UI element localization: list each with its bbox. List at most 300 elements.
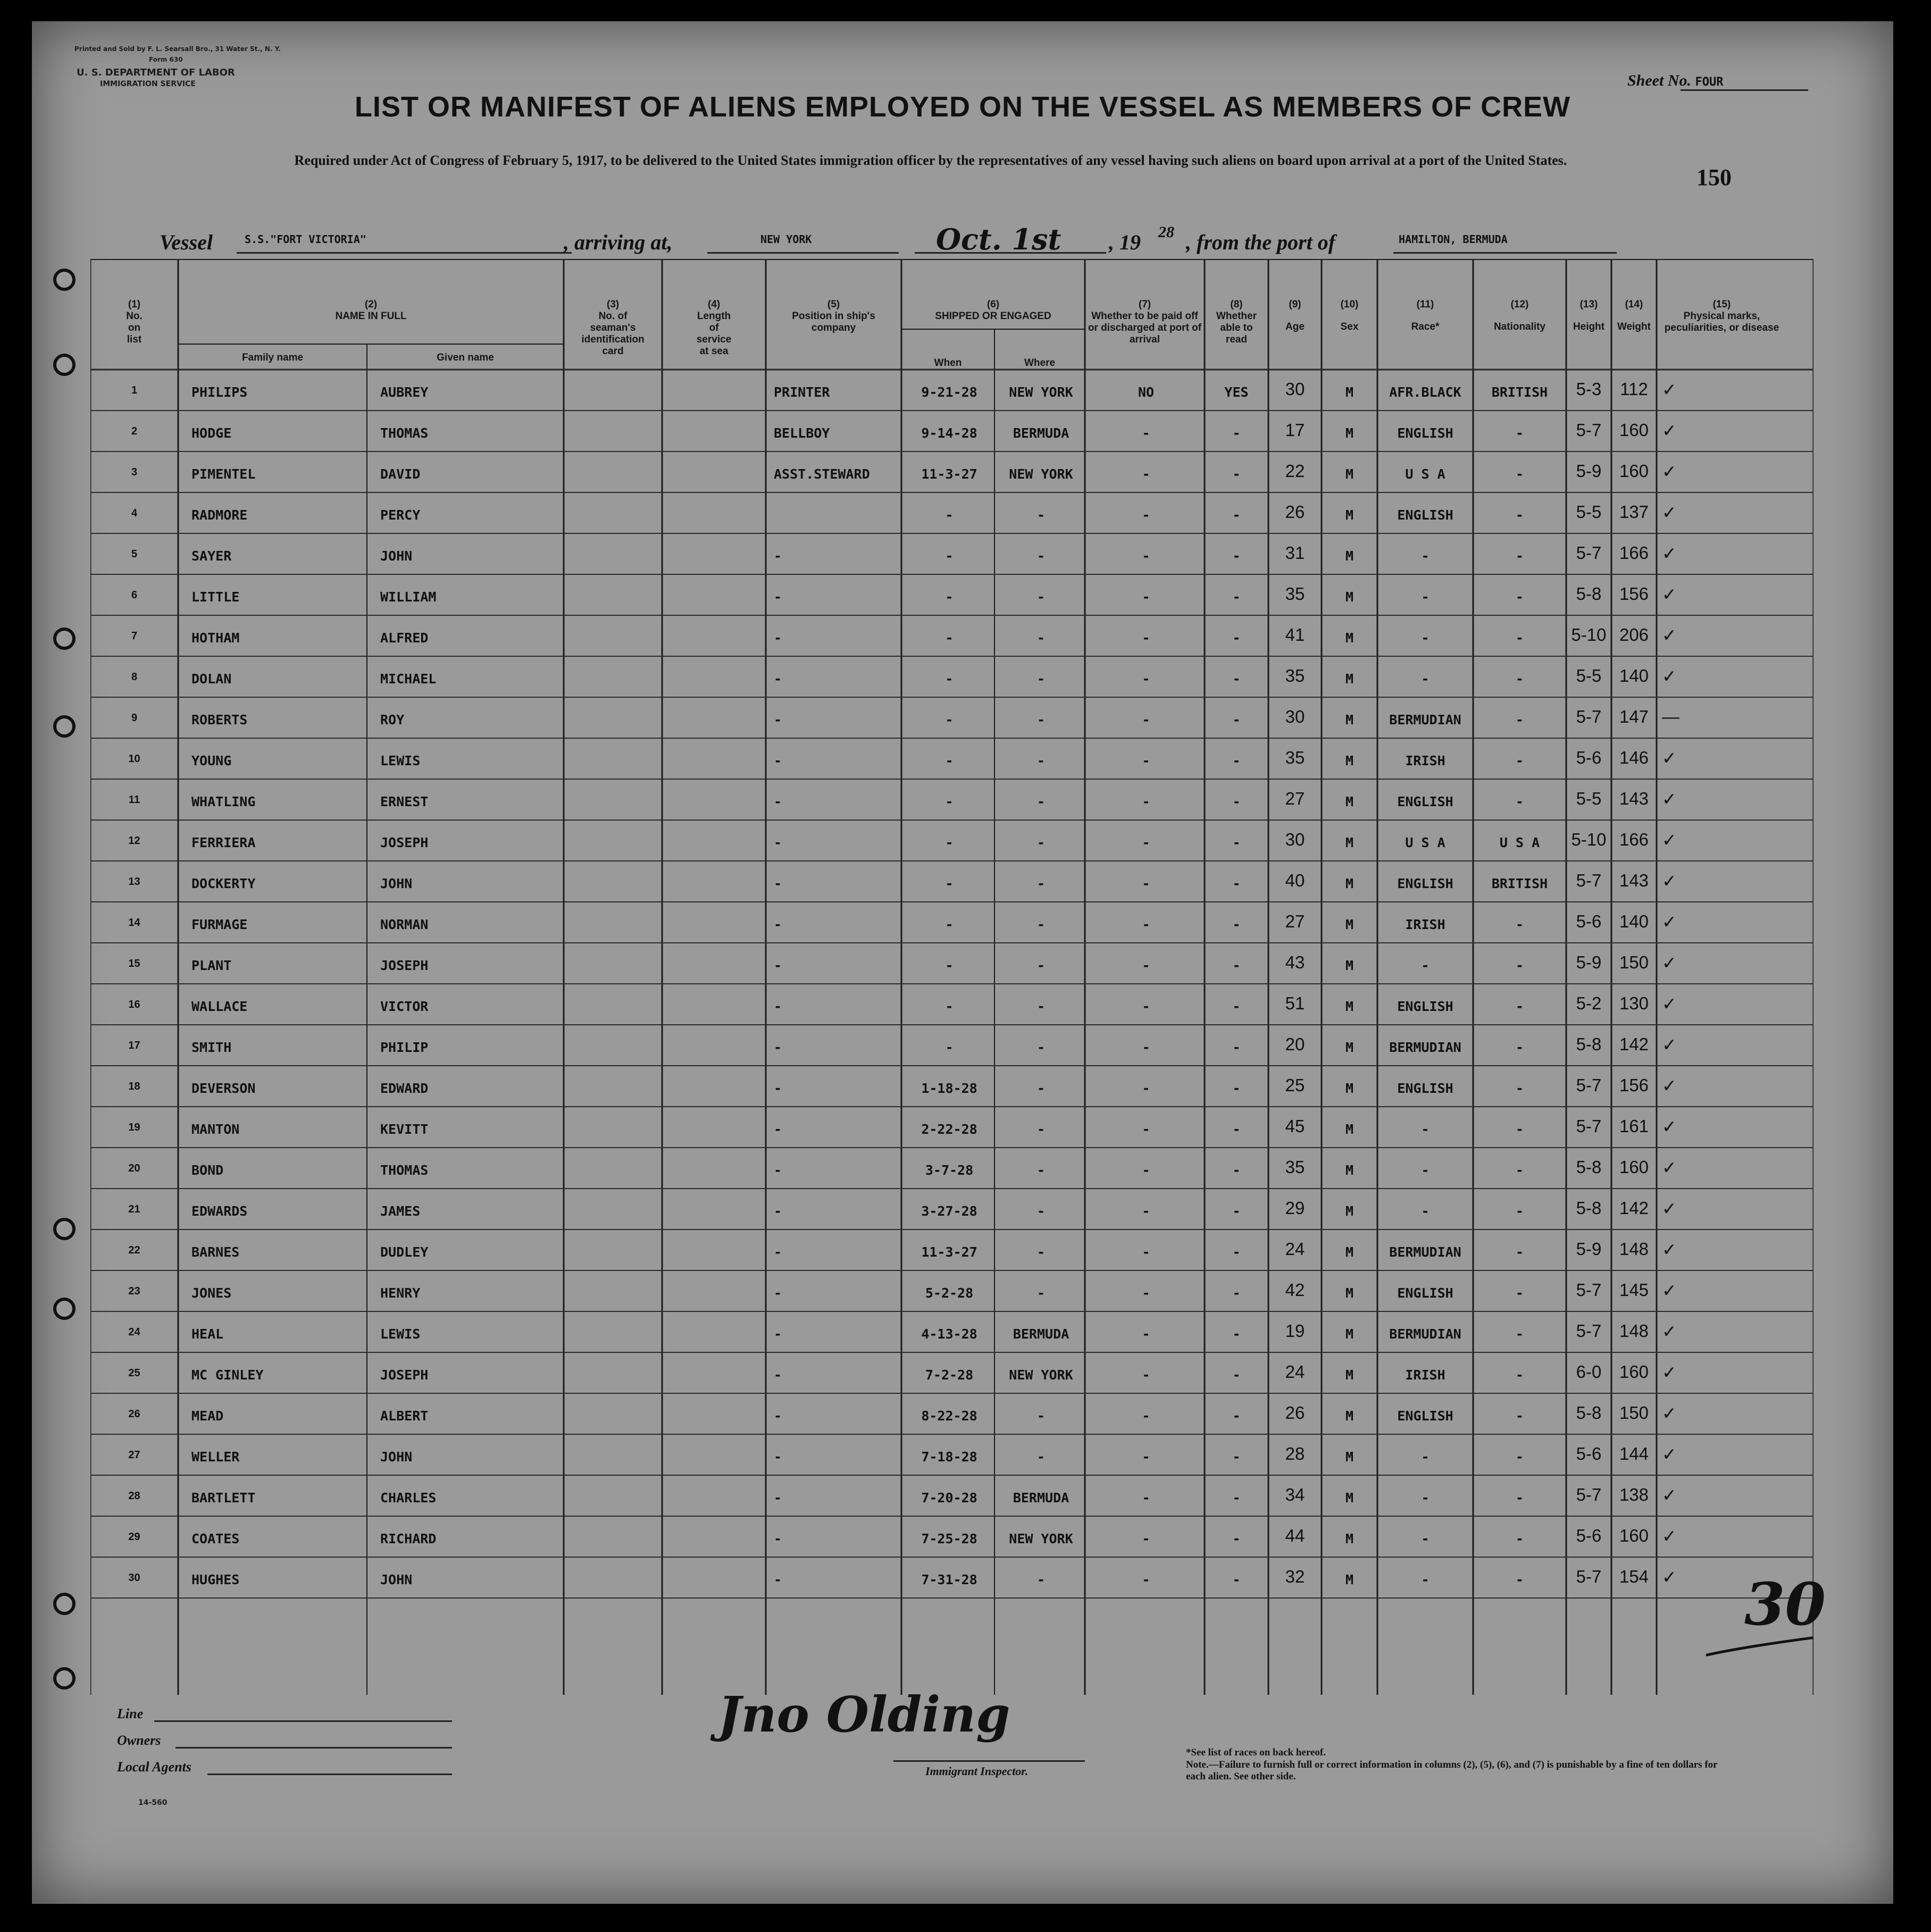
cell-age: 43 xyxy=(1285,952,1305,972)
cell-weight: 148 xyxy=(1619,1239,1649,1259)
cell-weight: 150 xyxy=(1619,1403,1649,1423)
cell-nationality: BRITISH xyxy=(1491,876,1548,891)
cell-where: - xyxy=(1036,1081,1046,1096)
cell-paid: - xyxy=(1142,958,1150,973)
cell-race: - xyxy=(1421,958,1430,973)
col13-num: (13) xyxy=(1579,299,1598,310)
cell-read: - xyxy=(1232,753,1241,768)
cell-weight: 166 xyxy=(1619,830,1649,849)
cell-age: 31 xyxy=(1285,543,1305,563)
cell-weight: 143 xyxy=(1619,789,1649,808)
cell-paid: NO xyxy=(1138,384,1155,400)
cell-family: BARNES xyxy=(191,1244,240,1260)
cell-given: ALFRED xyxy=(380,630,429,646)
cell-sex: M xyxy=(1345,712,1354,727)
cell-no: 25 xyxy=(128,1367,140,1379)
cell-when: 7-20-28 xyxy=(921,1490,977,1506)
table-row xyxy=(90,1516,1813,1557)
cell-position: - xyxy=(774,753,782,768)
cell-paid: - xyxy=(1142,1081,1150,1096)
col11-header: Race* xyxy=(1411,321,1440,332)
cell-weight: 156 xyxy=(1619,1075,1649,1095)
cell-no: 2 xyxy=(131,425,138,437)
cell-read: - xyxy=(1232,1531,1241,1546)
cell-paid: - xyxy=(1142,835,1150,850)
cell-position: - xyxy=(774,958,782,973)
cell-sex: M xyxy=(1345,1122,1354,1137)
cell-race: - xyxy=(1421,1572,1430,1587)
col11-num: (11) xyxy=(1416,299,1434,310)
cell-race: - xyxy=(1421,1203,1430,1219)
cell-when: 9-21-28 xyxy=(921,384,977,400)
cell-when: 2-22-28 xyxy=(921,1122,977,1137)
cell-age: 24 xyxy=(1285,1362,1305,1382)
cell-sex: M xyxy=(1345,384,1354,400)
cell-sex: M xyxy=(1345,1531,1354,1546)
cell-height: 5-7 xyxy=(1576,1321,1602,1341)
cell-position: - xyxy=(774,1162,782,1178)
cell-paid: - xyxy=(1142,1449,1150,1465)
cell-given: JOHN xyxy=(380,876,413,891)
tally-total: 30 xyxy=(1744,1570,1826,1638)
cell-read: - xyxy=(1232,794,1241,809)
cell-where: - xyxy=(1036,917,1046,932)
cell-sex: M xyxy=(1345,1081,1354,1096)
cell-paid: - xyxy=(1142,1285,1150,1301)
cell-age: 30 xyxy=(1285,707,1305,726)
cell-age: 17 xyxy=(1285,420,1305,440)
cell-race: ENGLISH xyxy=(1397,999,1453,1014)
cell-sex: M xyxy=(1345,1490,1354,1506)
cell-position: - xyxy=(774,1244,782,1260)
cell-race: U S A xyxy=(1405,835,1445,850)
cell-family: YOUNG xyxy=(191,753,232,768)
cell-given: KEVITT xyxy=(380,1122,429,1137)
cell-given: PHILIP xyxy=(380,1040,429,1055)
cell-age: 42 xyxy=(1285,1280,1305,1300)
cell-age: 44 xyxy=(1285,1526,1305,1545)
cell-weight: 160 xyxy=(1619,1526,1649,1545)
cell-paid: - xyxy=(1142,753,1150,768)
cell-paid: - xyxy=(1142,917,1150,932)
cell-race: ENGLISH xyxy=(1397,1408,1453,1424)
cell-position: - xyxy=(774,1490,782,1506)
cell-race: - xyxy=(1421,589,1430,605)
cell-sex: M xyxy=(1345,1244,1354,1260)
cell-given: JOSEPH xyxy=(380,1367,429,1383)
cell-where: - xyxy=(1036,794,1046,809)
cell-nationality: - xyxy=(1515,548,1524,564)
inspector-label: Immigrant Inspector. xyxy=(925,1764,1029,1778)
year-label: , 19 xyxy=(1109,230,1141,254)
cell-marks: — xyxy=(1662,707,1679,726)
cell-nationality: - xyxy=(1515,1490,1524,1506)
cell-read: - xyxy=(1232,589,1241,605)
cell-nationality: - xyxy=(1515,1040,1524,1055)
cell-race: U S A xyxy=(1405,466,1445,482)
cell-weight: 166 xyxy=(1619,543,1649,563)
cell-family: PHILIPS xyxy=(191,384,248,400)
arriving-port: NEW YORK xyxy=(760,233,812,246)
cell-age: 26 xyxy=(1285,1403,1305,1423)
punch-hole xyxy=(53,1667,76,1690)
cell-given: EDWARD xyxy=(380,1081,429,1096)
cell-read: - xyxy=(1232,1408,1241,1424)
local-agents-label: Local Agents xyxy=(117,1759,191,1775)
cell-height: 5-7 xyxy=(1576,1567,1602,1586)
cell-no: 7 xyxy=(131,630,138,642)
col15-header: Physical marks, peculiarities, or disease xyxy=(1664,311,1779,333)
punch-hole xyxy=(53,628,76,650)
arrival-date: Oct. 1st xyxy=(936,222,1061,256)
cell-race: - xyxy=(1421,1490,1430,1506)
cell-family: RADMORE xyxy=(191,507,248,523)
cell-height: 5-7 xyxy=(1576,543,1602,563)
cell-paid: - xyxy=(1142,1531,1150,1546)
cell-nationality: - xyxy=(1515,671,1524,687)
cell-where: - xyxy=(1036,630,1046,646)
cell-age: 35 xyxy=(1285,1157,1305,1177)
col6b-header: Where xyxy=(1024,357,1056,369)
cell-where: - xyxy=(1036,1408,1046,1424)
cell-family: WALLACE xyxy=(191,999,248,1014)
cell-family: HOTHAM xyxy=(191,630,240,646)
cell-read: - xyxy=(1232,671,1241,687)
cell-given: LEWIS xyxy=(380,753,421,768)
sheet-number-field xyxy=(1627,72,1723,90)
cell-sex: M xyxy=(1345,1040,1354,1055)
cell-no: 28 xyxy=(128,1490,140,1502)
table-row xyxy=(90,370,1813,411)
table-row xyxy=(90,1311,1813,1352)
col12-num: (12) xyxy=(1510,299,1529,310)
cell-sex: M xyxy=(1345,1449,1354,1465)
cell-read: - xyxy=(1232,1081,1241,1096)
cell-no: 30 xyxy=(128,1572,140,1584)
cell-age: 30 xyxy=(1285,379,1305,399)
cell-height: 5-7 xyxy=(1576,1116,1602,1136)
cell-family: SAYER xyxy=(191,548,232,564)
table-row xyxy=(90,1557,1813,1598)
cell-nationality: - xyxy=(1515,1081,1524,1096)
cell-age: 27 xyxy=(1285,911,1305,931)
cell-when: - xyxy=(945,548,954,564)
cell-sex: M xyxy=(1345,425,1354,441)
cell-race: ENGLISH xyxy=(1397,1081,1453,1096)
cell-weight: 160 xyxy=(1619,1362,1649,1382)
cell-sex: M xyxy=(1345,507,1354,523)
cell-height: 5-6 xyxy=(1576,911,1602,931)
cell-read: - xyxy=(1232,917,1241,932)
cell-when: 7-2-28 xyxy=(925,1367,974,1383)
table-row xyxy=(90,1270,1813,1311)
page-title: LIST OR MANIFEST OF ALIENS EMPLOYED ON THE VESSEL AS MEMBERS OF CREW xyxy=(354,91,1571,123)
cell-family: MANTON xyxy=(191,1122,240,1137)
table-row xyxy=(90,779,1813,820)
cell-where: BERMUDA xyxy=(1013,1490,1069,1506)
cell-marks: ✓ xyxy=(1662,748,1677,768)
cell-where: - xyxy=(1036,958,1046,973)
cell-given: HENRY xyxy=(380,1285,421,1301)
cell-where: - xyxy=(1036,1572,1046,1587)
cell-read: - xyxy=(1232,958,1241,973)
cell-age: 34 xyxy=(1285,1485,1305,1504)
manifest-sheet xyxy=(32,21,1893,1904)
cell-sex: M xyxy=(1345,548,1354,564)
cell-when: 7-31-28 xyxy=(921,1572,977,1587)
cell-family: PIMENTEL xyxy=(191,466,256,482)
cell-paid: - xyxy=(1142,548,1150,564)
cell-no: 18 xyxy=(128,1081,140,1092)
cell-paid: - xyxy=(1142,589,1150,605)
cell-where: - xyxy=(1036,712,1046,727)
cell-height: 5-9 xyxy=(1576,952,1602,972)
cell-read: - xyxy=(1232,466,1241,482)
cell-where: - xyxy=(1036,507,1046,523)
printer-imprint: Printed and Sold by F. L. Searsall Bro., 31 Water St., N. Y. xyxy=(74,45,281,53)
table-row xyxy=(90,1393,1813,1434)
col9-header: Age xyxy=(1285,321,1305,332)
cell-when: - xyxy=(945,794,954,809)
cell-when: 1-18-28 xyxy=(921,1081,977,1096)
cell-paid: - xyxy=(1142,712,1150,727)
cell-weight: 150 xyxy=(1619,952,1649,972)
cell-position: - xyxy=(774,548,782,564)
table-row xyxy=(90,451,1813,492)
cell-paid: - xyxy=(1142,1040,1150,1055)
cell-given: JOSEPH xyxy=(380,958,429,973)
cell-given: DUDLEY xyxy=(380,1244,429,1260)
col13-header: Height xyxy=(1573,321,1605,332)
cell-weight: 138 xyxy=(1619,1485,1649,1504)
footnote-fine: Note.—Failure to furnish full or correct information in columns (2), (5), (6), and (7) is punishable by a fine of ten dollars for each alien. See other side. xyxy=(1186,1759,1718,1782)
cell-race: AFR.BLACK xyxy=(1389,384,1461,400)
form-code: 14-560 xyxy=(138,1799,168,1807)
cell-weight: 130 xyxy=(1619,993,1649,1013)
cell-weight: 142 xyxy=(1619,1198,1649,1218)
punch-hole xyxy=(53,354,76,376)
cell-age: 25 xyxy=(1285,1075,1305,1095)
cell-position: - xyxy=(774,589,782,605)
cell-no: 23 xyxy=(128,1285,140,1297)
cell-no: 22 xyxy=(128,1244,140,1256)
cell-no: 11 xyxy=(128,794,140,806)
cell-when: 7-18-28 xyxy=(921,1449,977,1465)
cell-sex: M xyxy=(1345,1285,1354,1301)
cell-height: 5-2 xyxy=(1576,993,1602,1013)
cell-height: 5-8 xyxy=(1576,1157,1602,1177)
cell-when: - xyxy=(945,835,954,850)
cell-sex: M xyxy=(1345,1162,1354,1178)
cell-position: - xyxy=(774,1367,782,1383)
cell-given: WILLIAM xyxy=(380,589,437,605)
cell-height: 5-5 xyxy=(1576,789,1602,808)
cell-where: - xyxy=(1036,876,1046,891)
cell-race: - xyxy=(1421,1531,1430,1546)
cell-age: 51 xyxy=(1285,993,1305,1013)
cell-race: ENGLISH xyxy=(1397,876,1453,891)
owners-label: Owners xyxy=(117,1733,161,1748)
vessel-label: Vessel xyxy=(160,230,213,254)
cell-no: 6 xyxy=(131,589,138,601)
cell-paid: - xyxy=(1142,1203,1150,1219)
cell-read: - xyxy=(1232,1490,1241,1506)
inspector-signature: Jno Olding xyxy=(718,1686,1010,1743)
col3-num: (3) xyxy=(606,299,620,310)
cell-given: RICHARD xyxy=(380,1531,437,1546)
cell-paid: - xyxy=(1142,1367,1150,1383)
cell-nationality: - xyxy=(1515,794,1524,809)
cell-sex: M xyxy=(1345,958,1354,973)
cell-race: - xyxy=(1421,671,1430,687)
col1-num: (1) xyxy=(128,299,141,310)
table-row xyxy=(90,697,1813,738)
cell-marks: ✓ xyxy=(1662,380,1677,399)
form-number: Form 630 xyxy=(149,56,183,63)
cell-read: - xyxy=(1232,876,1241,891)
cell-race: IRISH xyxy=(1405,753,1445,768)
cell-marks: ✓ xyxy=(1662,1117,1677,1136)
cell-given: JOSEPH xyxy=(380,835,429,850)
cell-position: - xyxy=(774,1572,782,1587)
cell-paid: - xyxy=(1142,630,1150,646)
cell-given: JOHN xyxy=(380,1449,413,1465)
cell-read: - xyxy=(1232,425,1241,441)
cell-when: - xyxy=(945,999,954,1014)
table-row xyxy=(90,820,1813,861)
col5-num: (5) xyxy=(827,299,840,310)
cell-position: - xyxy=(774,1203,782,1219)
cell-where: - xyxy=(1036,1244,1046,1260)
cell-family: DEVERSON xyxy=(191,1081,256,1096)
cell-age: 35 xyxy=(1285,748,1305,767)
col3-header: No. of seaman's identification card xyxy=(581,311,645,357)
cell-age: 24 xyxy=(1285,1239,1305,1259)
cell-where: NEW YORK xyxy=(1009,466,1073,482)
cell-read: - xyxy=(1232,1572,1241,1587)
cell-read: - xyxy=(1232,507,1241,523)
cell-weight: 144 xyxy=(1619,1444,1649,1463)
col8-num: (8) xyxy=(1230,299,1243,310)
cell-height: 5-8 xyxy=(1576,1198,1602,1218)
cell-no: 29 xyxy=(128,1531,140,1543)
vessel-name: S.S."FORT VICTORIA" xyxy=(245,233,366,246)
cell-read: - xyxy=(1232,1449,1241,1465)
cell-nationality: - xyxy=(1515,630,1524,646)
cell-sex: M xyxy=(1345,1203,1354,1219)
punch-hole xyxy=(53,1298,76,1320)
cell-age: 22 xyxy=(1285,461,1305,481)
cell-height: 5-6 xyxy=(1576,1444,1602,1463)
cell-nationality: - xyxy=(1515,466,1524,482)
cell-when: 5-2-28 xyxy=(925,1285,974,1301)
cell-paid: - xyxy=(1142,1490,1150,1506)
col1-header: No. on list xyxy=(126,311,143,345)
cell-where: - xyxy=(1036,753,1046,768)
cell-age: 32 xyxy=(1285,1567,1305,1586)
cell-marks: ✓ xyxy=(1662,994,1677,1014)
cell-no: 1 xyxy=(131,384,138,396)
cell-given: JOHN xyxy=(380,548,413,564)
cell-read: - xyxy=(1232,999,1241,1014)
cell-read: - xyxy=(1232,835,1241,850)
cell-position: - xyxy=(774,1449,782,1465)
cell-marks: ✓ xyxy=(1662,1199,1677,1218)
cell-no: 10 xyxy=(128,753,140,765)
table-row xyxy=(90,738,1813,779)
cell-family: DOLAN xyxy=(191,671,232,687)
cell-read: - xyxy=(1232,1122,1241,1137)
cell-no: 3 xyxy=(131,466,138,478)
cell-where: - xyxy=(1036,999,1046,1014)
cell-sex: M xyxy=(1345,753,1354,768)
cell-family: BARTLETT xyxy=(191,1490,256,1506)
cell-position: BELLBOY xyxy=(774,425,830,441)
col4-num: (4) xyxy=(707,299,721,310)
cell-marks: ✓ xyxy=(1662,1035,1677,1055)
cell-weight: 142 xyxy=(1619,1034,1649,1054)
col5-header: Position in ship's company xyxy=(792,311,875,333)
cell-position: - xyxy=(774,794,782,809)
table-row xyxy=(90,1107,1813,1148)
cell-when: - xyxy=(945,1040,954,1055)
cell-where: NEW YORK xyxy=(1009,1531,1073,1546)
cell-weight: 160 xyxy=(1619,1157,1649,1177)
cell-paid: - xyxy=(1142,466,1150,482)
cell-nationality: BRITISH xyxy=(1491,384,1548,400)
cell-no: 12 xyxy=(128,835,140,847)
cell-age: 28 xyxy=(1285,1444,1305,1463)
cell-height: 5-10 xyxy=(1571,830,1607,849)
cell-when: - xyxy=(945,917,954,932)
cell-sex: M xyxy=(1345,589,1354,605)
cell-race: ENGLISH xyxy=(1397,425,1453,441)
cell-when: - xyxy=(945,753,954,768)
cell-read: - xyxy=(1232,1326,1241,1342)
cell-race: ENGLISH xyxy=(1397,1285,1453,1301)
cell-marks: ✓ xyxy=(1662,1076,1677,1095)
cell-marks: ✓ xyxy=(1662,789,1677,809)
crew-table xyxy=(90,259,1826,1695)
cell-where: BERMUDA xyxy=(1013,425,1069,441)
col6a-header: When xyxy=(934,357,962,369)
service: IMMIGRATION SERVICE xyxy=(100,80,196,88)
cell-height: 5-6 xyxy=(1576,1526,1602,1545)
table-row xyxy=(90,533,1813,574)
cell-position: - xyxy=(774,876,782,891)
col10-num: (10) xyxy=(1340,299,1359,310)
cell-nationality: - xyxy=(1515,1449,1524,1465)
punch-hole xyxy=(53,269,76,291)
cell-race: ENGLISH xyxy=(1397,507,1453,523)
col8-header: Whether able to read xyxy=(1216,311,1257,345)
table-row xyxy=(90,1148,1813,1189)
cell-marks: ✓ xyxy=(1662,1403,1677,1423)
cell-nationality: - xyxy=(1515,753,1524,768)
cell-sex: M xyxy=(1345,466,1354,482)
cell-when: - xyxy=(945,507,954,523)
cell-sex: M xyxy=(1345,876,1354,891)
cell-nationality: - xyxy=(1515,1244,1524,1260)
cell-height: 5-10 xyxy=(1571,625,1607,645)
from-port: HAMILTON, BERMUDA xyxy=(1399,233,1508,246)
cell-age: 40 xyxy=(1285,871,1305,890)
cell-marks: ✓ xyxy=(1662,503,1677,522)
cell-family: COATES xyxy=(191,1531,240,1546)
cell-read: YES xyxy=(1224,384,1249,400)
cell-nationality: - xyxy=(1515,1122,1524,1137)
cell-marks: ✓ xyxy=(1662,462,1677,481)
